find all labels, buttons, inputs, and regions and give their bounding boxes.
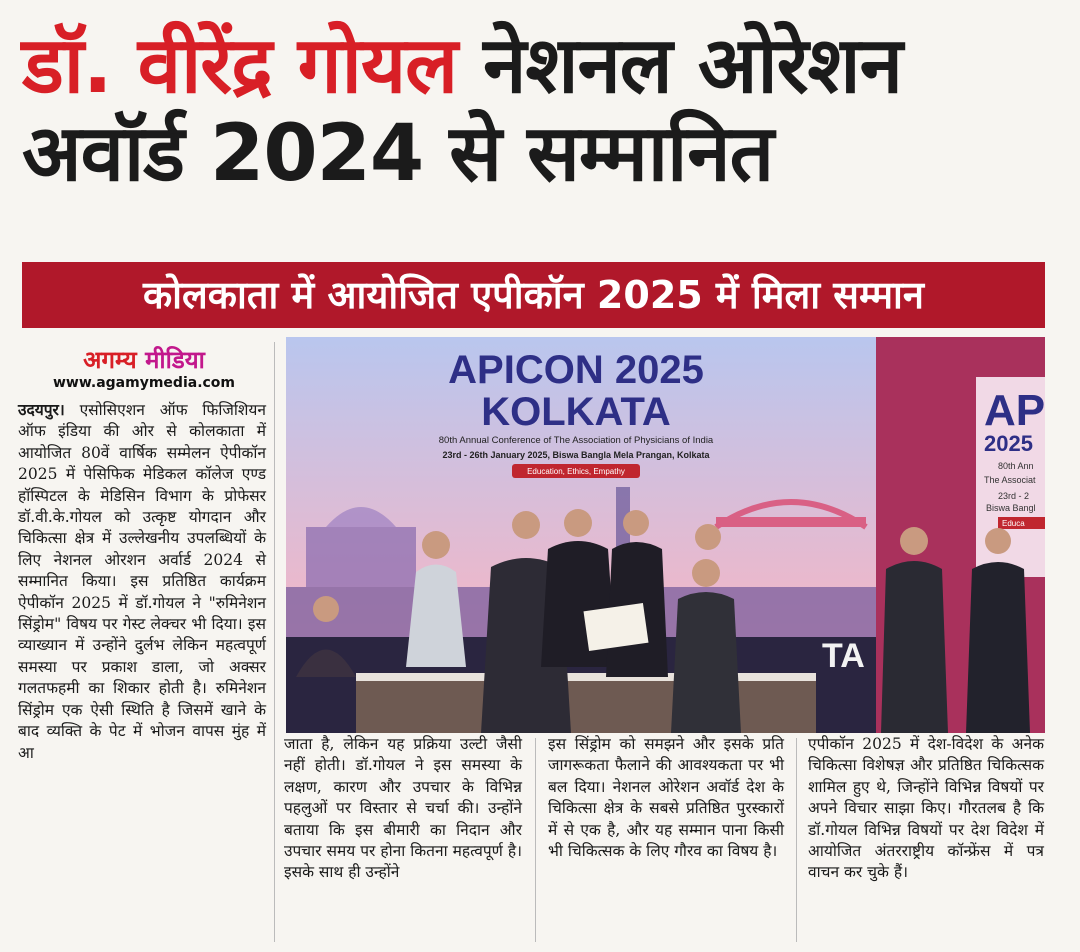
side-line-2: The Associat bbox=[984, 475, 1036, 485]
dateline: उदयपुर। bbox=[18, 401, 65, 419]
side-title-1: AP bbox=[984, 386, 1045, 435]
source-name-part2: मीडिया bbox=[145, 346, 205, 374]
article-column-2: जाता है, लेकिन यह प्रक्रिया उल्टी जैसी नहीं होती। डॉ.गोयल ने इस समस्या के लक्षण, कारण और उपचार के विभिन्न पहलुओं पर विस्तार से चर्चा की। उन्होंने बताया कि इस बीमारी का निदान और उपचार समय पर होना कितना महत्वपूर्ण है। इसके साथ ही उन्होंने bbox=[284, 735, 522, 882]
side-line-1: 80th Ann bbox=[998, 461, 1034, 471]
banner-title-1: APICON 2025 bbox=[448, 348, 704, 392]
headline bbox=[22, 22, 1062, 198]
side-line-4: Biswa Bangl bbox=[986, 503, 1036, 513]
article-column-3: इस सिंड्रोम को समझने और इसके प्रति जागरूकता फैलाने की आवश्यकता पर भी बल दिया। नेशनल ओरेशन अवॉर्ड देश के चिकित्सा क्षेत्र के सबसे प्रतिष्ठित पुरस्कारों में से एक है, और यह सम्मान पाना किसी भी चिकित्सक के लिए गौरव का विषय है। bbox=[548, 735, 784, 861]
article-column-4: एपीकॉन 2025 में देश-विदेश के अनेक चिकित्सा विशेषज्ञ और प्रतिष्ठित चिकित्सक शामिल हुए थे, जिन्होंने विभिन्न विषयों पर अपने विचार साझा किए। गौरतलब है कि डॉ.गोयल विभिन्न विषयों पर देश विदेश में आयोजित अंतरराष्ट्रीय कॉन्फ्रेंस में पत्र वाचन कर चुके हैं। bbox=[808, 735, 1044, 882]
article-text-1: एसोसिएशन ऑफ फिजिशियन ऑफ इंडिया की ओर से कोलकाता में आयोजित 80वें वार्षिक सम्मेलन ऐपीकॉन 2025 में पेसिफिक मेडिकल कॉलेज एण्ड हॉस्पिटल के मेडिसिन विभाग के प्रोफेसर डॉ.वी.के.गोयल को उत्कृष्ट योगदान और चिकित्सा क्षेत्र में उल्लेखनीय उपलब्धियों के लिए नेशनल ओरशन अर्वार्ड 2024 से सम्मानित किया। इस प्रतिष्ठित कार्यक्रम ऐपीकॉन 2025 में डॉ.गोयल ने "रुमिनेशन सिंड्रोम" विषय पर गेस्ट लेक्चर भी दिया। इस व्याख्यान में उन्होंने दुर्लभ लेकिन महत्वपूर्ण समस्या पर प्रकाश डाला, जो अक्सर गलतफहमी का शिकार होती है। रुमिनेशन सिंड्रोम एक ऐसी स्थिति है जिसमें खाने के बाद व्यक्ति के पेट में भोजन वापस मुंह में आ bbox=[18, 401, 266, 762]
column-divider-3 bbox=[796, 738, 797, 942]
column-divider-2 bbox=[535, 738, 536, 942]
source-logo bbox=[40, 346, 248, 392]
column-divider-1 bbox=[274, 342, 275, 942]
banner-line-1: 80th Annual Conference of The Association of Physicians of India bbox=[438, 435, 714, 446]
subheadline-band: कोलकाता में आयोजित एपीकॉन 2025 में मिला सम्मान bbox=[22, 262, 1045, 328]
banner-title-2: KOLKATA bbox=[481, 390, 671, 434]
side-title-2: 2025 bbox=[984, 431, 1033, 456]
stage-text: TA bbox=[822, 637, 865, 675]
source-name-part1: अगम्य bbox=[83, 346, 137, 374]
side-line-3: 23rd - 2 bbox=[998, 491, 1030, 501]
headline-title: नेशनल ओरेशन bbox=[483, 21, 902, 111]
headline-line-1 bbox=[22, 22, 1062, 110]
banner-tag: Education, Ethics, Empathy bbox=[527, 467, 625, 476]
banner-line-2: 23rd - 26th January 2025, Biswa Bangla Mela Prangan, Kolkata bbox=[442, 450, 710, 460]
source-url: www.agamymedia.com bbox=[52, 375, 236, 391]
event-photo-illustration bbox=[286, 337, 1045, 733]
headline-line-2: अवॉर्ड 2024 से सम्मानित bbox=[22, 109, 774, 199]
event-photo bbox=[286, 337, 1045, 733]
side-line-5: Educa bbox=[1002, 519, 1025, 528]
article-column-1 bbox=[18, 400, 266, 764]
source-name bbox=[40, 346, 248, 374]
stage-table bbox=[356, 677, 816, 733]
headline-name: डॉ. वीरेंद्र गोयल bbox=[22, 21, 458, 111]
